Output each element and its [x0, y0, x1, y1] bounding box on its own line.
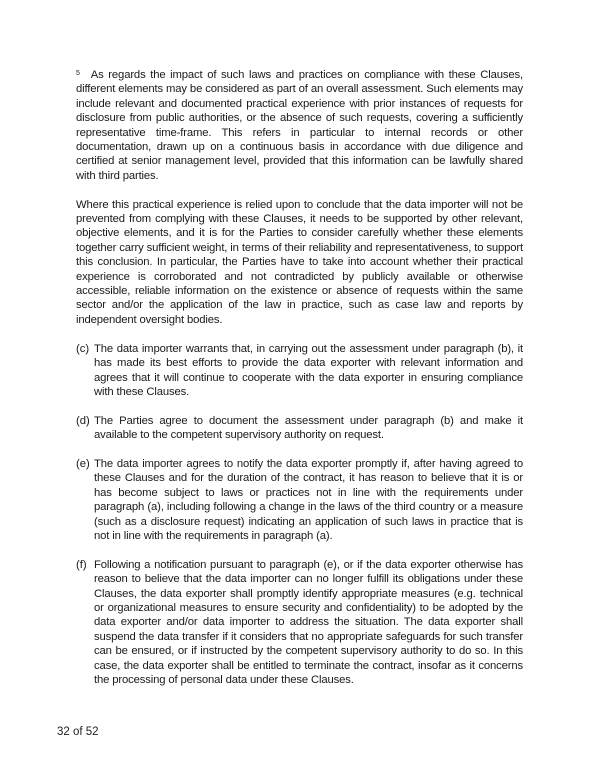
clause-f — [76, 558, 523, 688]
footnote-number: 5 — [76, 70, 80, 77]
clause-label: (f) — [76, 558, 87, 571]
document-page — [76, 68, 523, 687]
clause-text: Following a notification pursuant to paragraph (e), or if the data exporter otherwise has reason to believe that the data importer can no longer fulfill its obligations under these Clauses, the data exporter shall promptly identify appropriate measures (e.g. technical or organizational measures to ensure security and confidentiality) to be adopted by the data exporter and/or data importer to address the situation. The data exporter shall suspend the data transfer if it considers that no appropriate safeguards for such transfer can be ensured, or if instructed by the competent supervisory authority to do so. In this case, the data exporter shall be entitled to terminate the contract, insofar as it concerns the processing of personal data under these Clauses. — [94, 558, 523, 686]
clause-label: (e) — [76, 457, 90, 470]
page-number: 32 of 52 — [57, 726, 99, 738]
clause-d — [76, 414, 523, 443]
footnote-paragraph-1 — [76, 68, 523, 183]
clause-text: The Parties agree to document the assessment under paragraph (b) and make it available to the competent supervisory authority on request. — [94, 414, 523, 442]
clause-label: (c) — [76, 342, 90, 355]
clause-e — [76, 457, 523, 543]
clause-text: The data importer agrees to notify the data exporter promptly if, after having agreed to these Clauses and for the duration of the contract, it has reason to believe that it is or has become subject to laws or practices not in line with the requirements under paragraph (a), including following a change in the laws of the third country or a measure (such as a disclosure request) indicating an application of such laws in practice that is not in line with the requirements in paragraph (a). — [94, 457, 523, 542]
clause-c — [76, 342, 523, 400]
footnote-text-1: As regards the impact of such laws and practices on compliance with these Clauses, different elements may be considered as part of an overall assessment. Such elements may include relevant and documented practical experience with prior instances of requests for disclosure from public authorities, or the absence of such requests, covering a sufficiently representative time-frame. This refers in particular to internal records or other documentation, drawn up on a continuous basis in accordance with due diligence and certified at senior management level, provided that this information can be lawfully shared with third parties. — [76, 69, 523, 182]
clause-label: (d) — [76, 414, 90, 427]
clause-text: The data importer warrants that, in carrying out the assessment under paragraph (b), it has made its best efforts to provide the data exporter with relevant information and agrees that it will continue to cooperate with the data exporter in ensuring compliance with these Clauses. — [94, 342, 523, 398]
footnote-paragraph-2: Where this practical experience is relied upon to conclude that the data importer will not be prevented from complying with these Clauses, it needs to be supported by other relevant, objective elements, and it is for the Parties to consider carefully whether these elements together carry sufficient weight, in terms of their reliability and representativeness, to support this conclusion. In particular, the Parties have to take into account whether their practical experience is corroborated and not contradicted by publicly available or otherwise accessible, reliable information on the existence or absence of requests within the same sector and/or the application of the law in practice, such as case law and reports by independent oversight bodies. — [76, 198, 523, 326]
